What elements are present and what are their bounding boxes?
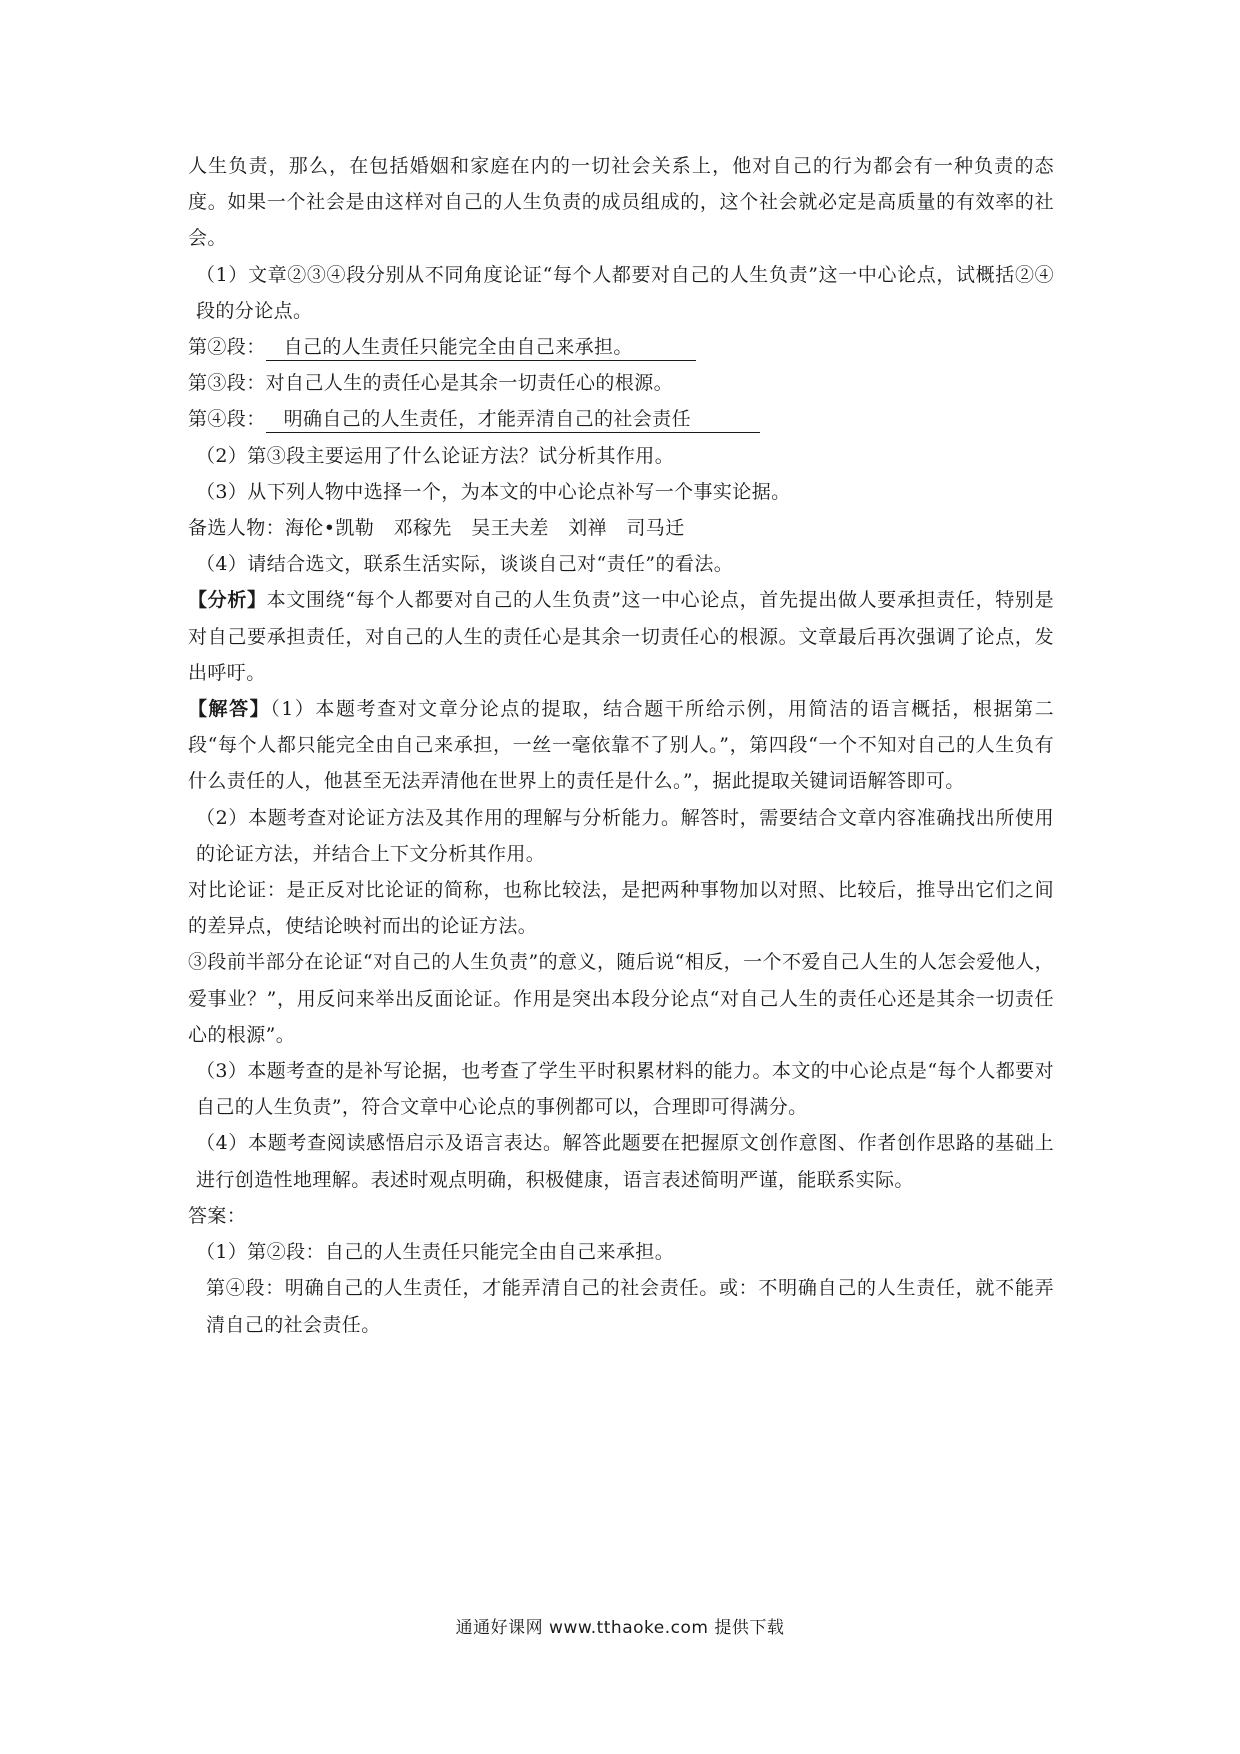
solution-2: （2）本题考查对论证方法及其作用的理解与分析能力。解答时，需要结合文章内容准确找出所使用的论证方法，并结合上下文分析其作用。: [196, 806, 1054, 865]
analysis-paragraph: [188, 582, 1054, 691]
final-answer-1b: 第④段：明确自己的人生责任，才能弄清自己的社会责任。或：不明确自己的人生责任，就不能弄清自己的社会责任。: [206, 1277, 1054, 1336]
solution-paragraph: [188, 691, 1054, 800]
analysis-tag: 【分析】: [188, 589, 267, 612]
answer-line-para3: 第③段：对自己人生的责任心是其余一切责任心的根源。: [188, 372, 674, 395]
question-1: （1）文章②③④段分别从不同角度论证“每个人都要对自己的人生负责”这一中心论点，试概括②④段的分论点。: [196, 263, 1054, 322]
answer-heading: 答案：: [188, 1204, 247, 1227]
question-4: （4）请结合选文，联系生活实际，谈谈自己对“责任”的看法。: [196, 553, 734, 576]
solution-4: （4）本题考查阅读感悟启示及语言表达。解答此题要在把握原文创作意图、作者创作思路的基础上进行创造性地理解。表述时观点明确，积极健康，语言表述简明严谨，能联系实际。: [196, 1132, 1054, 1191]
candidate-list: 备选人物：海伦•凯勒 邓稼先 吴王夫差 刘禅 司马迁: [188, 517, 685, 540]
para3-analysis: ③段前半部分在论证“对自己的人生负责”的意义，随后说“相反，一个不爱自己人生的人怎会爱他人，爱事业？”，用反问来举出反面论证。作用是突出本段分论点“对自己人生的责任心还是其余一切责任心的根源”。: [188, 951, 1054, 1046]
para4-fill-blank: 明确自己的人生责任，才能弄清自己的社会责任: [266, 406, 760, 433]
para2-label: 第②段：: [188, 336, 266, 359]
intro-paragraph: 人生负责，那么，在包括婚姻和家庭在内的一切社会关系上，他对自己的行为都会有一种负责的态度。如果一个社会是由这样对自己的人生负责的成员组成的，这个社会就必定是高质量的有效率的社会。: [188, 155, 1054, 250]
solution-text: （1）本题考查对文章分论点的提取，结合题干所给示例，用简洁的语言概括，根据第二段“每个人都只能完全由自己来承担，一丝一毫依靠不了别人。”，第四段“一个不知对自己的人生负有什么责任的人，他甚至无法弄清他在世界上的责任是什么。”，据此提取关键词语解答即可。: [188, 698, 1054, 793]
answer-line-para4: [188, 401, 1054, 437]
para2-fill-blank: 自己的人生责任只能完全由自己来承担。: [266, 334, 696, 361]
analysis-text: 本文围绕“每个人都要对自己的人生负责”这一中心论点，首先提出做人要承担责任，特别是对自己要承担责任，对自己的人生的责任心是其余一切责任心的根源。文章最后再次强调了论点，发出呼吁。: [188, 589, 1054, 684]
para4-label: 第④段：: [188, 408, 266, 431]
page-footer: 通通好课网 www.tthaoke.com 提供下载: [455, 1618, 785, 1638]
answer-line-para2: [188, 329, 1054, 365]
solution-3: （3）本题考查的是补写论据，也考查了学生平时积累材料的能力。本文的中心论点是“每个人都要对自己的人生负责”，符合文章中心论点的事例都可以，合理即可得满分。: [196, 1060, 1054, 1119]
question-2: （2）第③段主要运用了什么论证方法？试分析其作用。: [196, 444, 675, 467]
solution-tag: 【解答】: [188, 698, 271, 721]
contrast-definition: 对比论证：是正反对比论证的简称，也称比较法，是把两种事物加以对照、比较后，推导出它们之间的差异点，使结论映衬而出的论证方法。: [188, 879, 1054, 938]
question-3: （3）从下列人物中选择一个，为本文的中心论点补写一个事实论据。: [196, 480, 791, 503]
document-body: [188, 148, 1054, 1343]
final-answer-1: （1）第②段：自己的人生责任只能完全由自己来承担。: [196, 1241, 675, 1264]
